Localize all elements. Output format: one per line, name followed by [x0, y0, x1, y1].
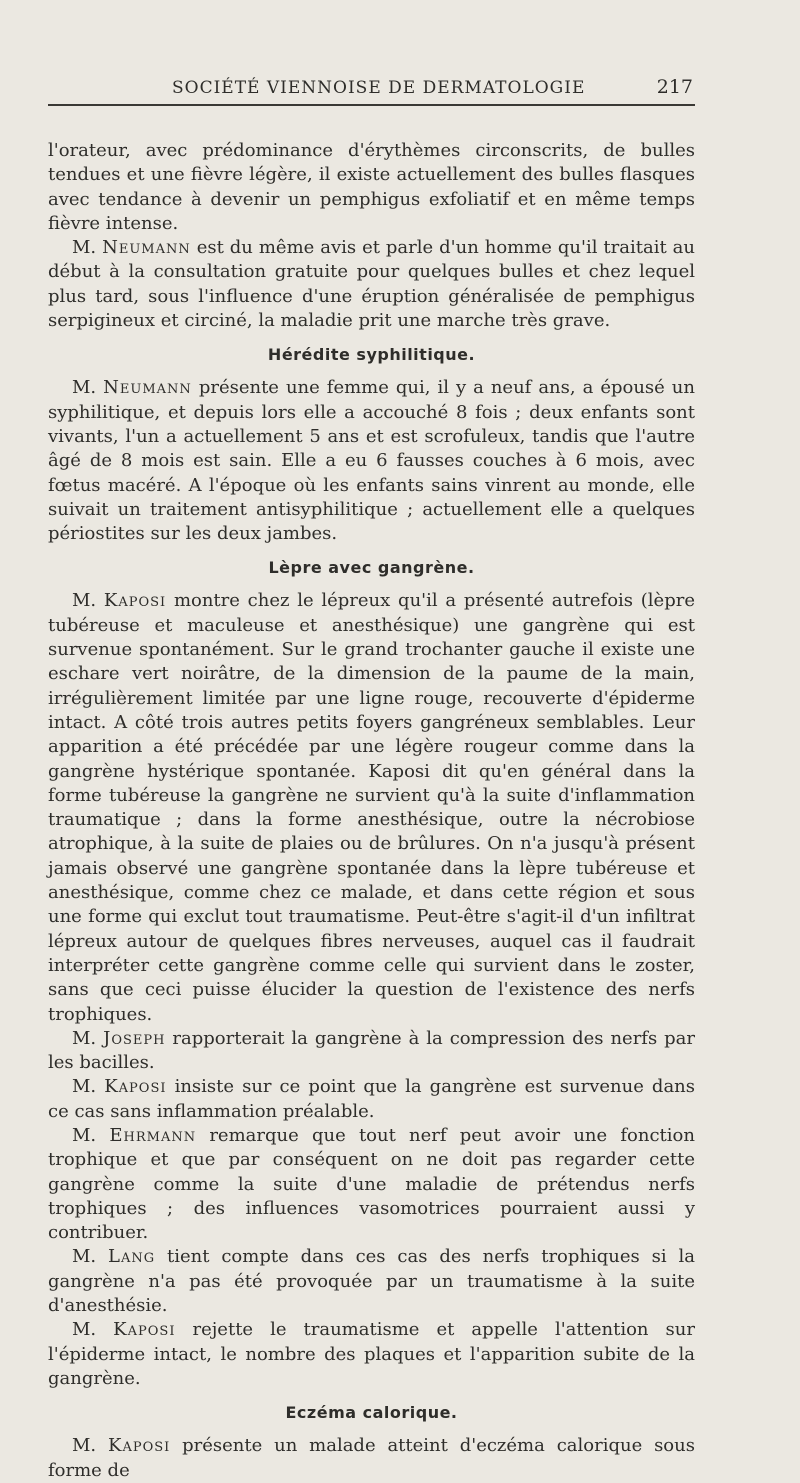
speaker-prefix: M.: [72, 1124, 97, 1146]
speaker-prefix: M.: [72, 1319, 97, 1341]
paragraph-text: tient compte dans ces cas des nerfs trophiques si la gangrène n'a pas été provoquée par un traumatisme à la suite d'anesthésie.: [48, 1246, 695, 1317]
speaker-prefix: M.: [72, 377, 97, 399]
speaker-name: Ehrmann: [109, 1124, 197, 1146]
paragraph-kaposi-eczema: [48, 1434, 695, 1483]
paragraph-joseph: [48, 1027, 695, 1076]
page-body: [48, 139, 695, 1483]
paragraph-text: insiste sur ce point que la gangrène est survenue dans ce cas sans inflammation préalable.: [48, 1076, 696, 1122]
speaker-name: Neumann: [103, 377, 192, 399]
paragraph-kaposi-lepre: [48, 589, 695, 1026]
paragraph-text: remarque que tout nerf peut avoir une fonction trophique et que par conséquent on ne doit pas regarder cette gangrène comme la suite d'une maladie de prétendus nerfs trophiques ; des influences vasomotrices pourraient aussi y contribuer.: [48, 1124, 695, 1244]
speaker-prefix: M.: [72, 1435, 97, 1457]
speaker-name: Kaposi: [103, 590, 167, 612]
paragraph-text: présente un malade atteint d'eczéma calorique sous forme de: [48, 1435, 695, 1481]
paragraph-text: est du même avis et parle d'un homme qu'il traitait au début à la consultation gratuite pour quelques bulles et chez lequel plus tard, sous l'influence d'une éruption généralisée de pemphigus serpigineux et circiné, la maladie prit une marche très grave.: [48, 237, 695, 332]
speaker-prefix: M.: [72, 237, 97, 259]
section-heading-heredite: Hérédite syphilitique.: [267, 345, 476, 365]
paragraph-kaposi-insiste: [48, 1075, 695, 1124]
running-header: [48, 74, 695, 106]
paragraph-lang: [48, 1245, 695, 1318]
section-heading-eczema: Eczéma calorique.: [285, 1403, 458, 1423]
speaker-prefix: M.: [72, 590, 97, 612]
paragraph-text: rejette le traumatisme et appelle l'attention sur l'épiderme intact, le nombre des plaques et l'apparition subite de la gangrène.: [48, 1319, 695, 1389]
speaker-name: Lang: [108, 1246, 156, 1268]
page-number: 217: [656, 76, 693, 98]
paragraph-kaposi-rejette: [48, 1318, 695, 1391]
paragraph-neumann-case: [48, 376, 695, 546]
paragraph-ehrmann: [48, 1124, 695, 1245]
speaker-name: Kaposi: [108, 1435, 171, 1457]
paragraph-continuation: l'orateur, avec prédominance d'érythèmes circonscrits, de bulles tendues et une fièvre légère, il existe actuellement des bulles flasques avec tendance à devenir un pemphigus exfoliatif et en même temps fièvre intense.: [48, 140, 695, 234]
paragraph-text: montre chez le lépreux qu'il a présenté autrefois (lèpre tubéreuse et maculeuse et anesthésique) une gangrène qui est survenue spontanément. Sur le grand trochanter gauche il existe une eschare vert noirâtre, de la dimension de la paume de la main, irrégulièrement limitée par une ligne rouge, recouverte d'épiderme intact. A côté trois autres petits foyers gangréneux semblables. Leur apparition a été précédée par une légère rougeur comme dans la gangrène hystérique spontanée. Kaposi dit qu'en général dans la forme tubéreuse la gangrène ne survient qu'à la suite d'inflammation traumatique ; dans la forme anesthésique, outre la nécrobiose atrophique, à la suite de plaies ou de brûlures. On n'a jusqu'à présent jamais observé une gangrène spontanée dans la lèpre tubéreuse et anesthésique, comme chez ce malade, et dans cette région et sous une forme qui exclut tout traumatisme. Peut-être s'agit-il d'un infiltrat lépreux autour de quelques fibres nerveuses, auquel cas il faudrait interpréter cette gangrène comme celle qui survient dans le zoster, sans que ceci puisse élucider la question de l'existence des nerfs trophiques.: [48, 590, 695, 1025]
speaker-name: Joseph: [103, 1027, 166, 1049]
paragraph-neumann-opinion: [48, 236, 695, 333]
running-title: SOCIÉTÉ VIENNOISE DE DERMATOLOGIE: [172, 78, 586, 98]
speaker-name: Kaposi: [113, 1319, 176, 1341]
speaker-name: Kaposi: [104, 1076, 167, 1098]
speaker-prefix: M.: [72, 1076, 97, 1098]
speaker-prefix: M.: [72, 1027, 97, 1049]
speaker-prefix: M.: [72, 1246, 97, 1268]
speaker-name: Neumann: [102, 237, 191, 259]
paragraph-text: rapporterait la gangrène à la compression des nerfs par les bacilles.: [48, 1027, 695, 1074]
paragraph-text: présente une femme qui, il y a neuf ans, a épousé un syphilitique, et depuis lors elle a accouché 8 fois ; deux enfants sont vivants, l'un a actuellement 5 ans et est scrofuleux, tandis que l'autre âgé de 8 mois est sain. Elle a eu 6 fausses couches à 6 mois, avec fœtus macéré. A l'époque où les enfants sains vinrent au monde, elle suivait un traitement antisyphilitique ; actuellement elle a quelques périostites sur les deux jambes.: [48, 377, 695, 545]
section-heading-lepre: Lèpre avec gangrène.: [268, 558, 475, 578]
